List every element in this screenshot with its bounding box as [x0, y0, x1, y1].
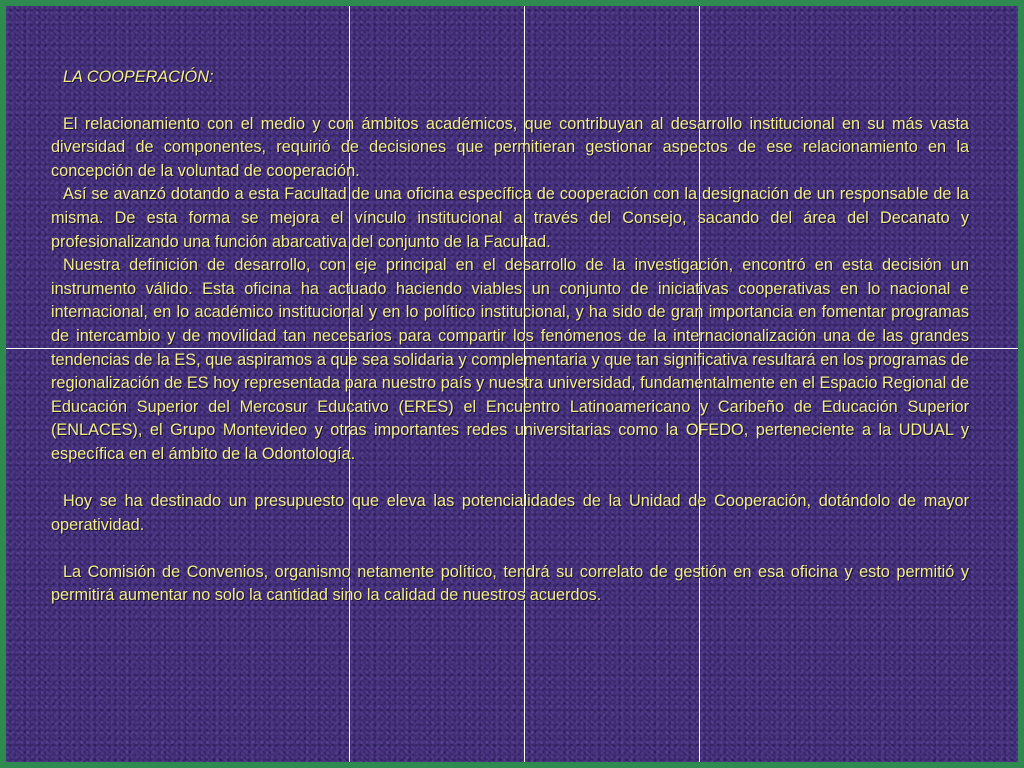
paragraph-spacer [51, 537, 969, 561]
paragraph-1: El relacionamiento con el medio y con ámbitos académicos, que contribuyan al desarrollo institucional en su más vasta diversidad de componentes, requirió de decisiones que permitieran gestionar aspectos de ese relacionamiento en la concepción de la voluntad de cooperación. [51, 114, 969, 180]
paragraph-5: La Comisión de Convenios, organismo netamente político, tendrá su correlato de gestión en esa oficina y esto permitió y permitirá aumentar no solo la cantidad sino la calidad de nuestros acuerdos. [51, 562, 969, 605]
slide-content [51, 66, 969, 608]
slide-title: LA COOPERACIÓN: [63, 68, 214, 86]
slide [6, 6, 1018, 762]
paragraph-2: Así se avanzó dotando a esta Facultad de una oficina específica de cooperación con la designación de un responsable de la misma. De esta forma se mejora el vínculo institucional a través del Consejo, sacando del área del Decanato y profesionalizando una función abarcativa del conjunto de la Facultad. [51, 185, 969, 251]
paragraph-3: Nuestra definición de desarrollo, con eje principal en el desarrollo de la investigación, encontró en esta decisión un instrumento válido. Esta oficina ha actuado haciendo viables un conjunto de iniciativas cooperativas en lo nacional e internacional, en lo académico institucional y en lo político institucional, y ha sido de gran importancia en fomentar programas de intercambio y de movilidad tan necesarios para compartir los fenómenos de la internacionalización una de las grandes tendencias de la ES, que aspiramos a que sea solidaria y complementaria y que tan significativa resultará en los programas de regionalización de ES hoy representada para nuestro país y nuestra universidad, fundamentalmente en el Espacio Regional de Educación Superior del Mercosur Educativo (ERES) el Encuentro Latinoamericano y Caribeño de Educación Superior (ENLACES), el Grupo Montevideo y otras importantes redes universitarias como la OFEDO, perteneciente a la UDUAL y específica en el ámbito de la Odontología. [51, 256, 969, 463]
paragraph-spacer [51, 467, 969, 491]
paragraph-4: Hoy se ha destinado un presupuesto que eleva las potencialidades de la Unidad de Cooperación, dotándolo de mayor operatividad. [51, 492, 969, 534]
